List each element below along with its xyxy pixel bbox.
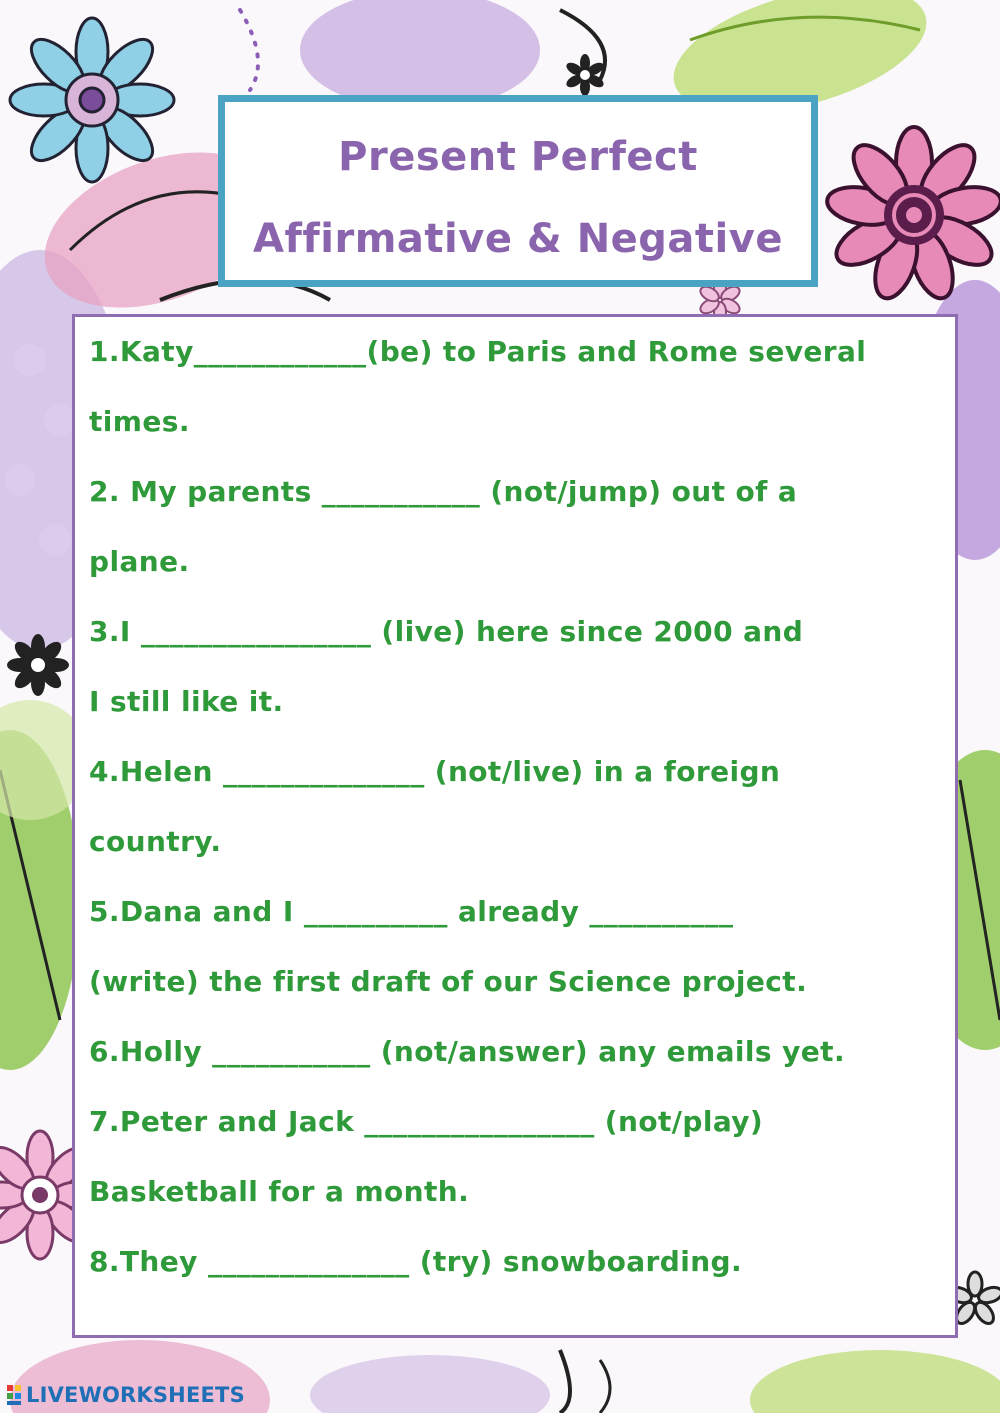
small-black-flower-icon (564, 54, 605, 96)
exercise-line: 5.Dana and I __________ already __________ (89, 895, 734, 928)
logo-text: LIVEWORKSHEETS (26, 1383, 245, 1407)
page-title: Present Perfect (338, 134, 698, 180)
blue-flower-icon (10, 18, 174, 182)
liveworksheets-logo[interactable] (6, 1382, 245, 1408)
exercise-line: 7.Peter and Jack ________________ (not/play) (89, 1105, 764, 1138)
pink-flower-icon (824, 127, 1000, 304)
exercise-line: 3.I ________________ (live) here since 2000 and (89, 615, 804, 648)
small-black-flower-icon (7, 634, 69, 696)
exercise-line: 2. My parents ___________ (not/jump) out of a (89, 475, 798, 508)
exercise-line: (write) the first draft of our Science project. (89, 965, 808, 998)
exercise-line: 1.Katy____________(be) to Paris and Rome several (89, 335, 867, 368)
exercise-line: 6.Holly ___________ (not/answer) any emails yet. (89, 1035, 845, 1068)
exercise-card (72, 314, 958, 1338)
exercise-line: Basketball for a month. (89, 1175, 470, 1208)
exercise-line: plane. (89, 545, 190, 578)
exercise-line: times. (89, 405, 190, 438)
exercise-line: 8.They ______________ (try) snowboarding. (89, 1245, 743, 1278)
exercise-line: I still like it. (89, 685, 284, 718)
page-subtitle: Affirmative & Negative (253, 216, 783, 262)
exercise-line: 4.Helen ______________ (not/live) in a foreign (89, 755, 781, 788)
logo-mark-icon (6, 1384, 22, 1406)
title-box (218, 95, 818, 287)
exercise-line: country. (89, 825, 222, 858)
